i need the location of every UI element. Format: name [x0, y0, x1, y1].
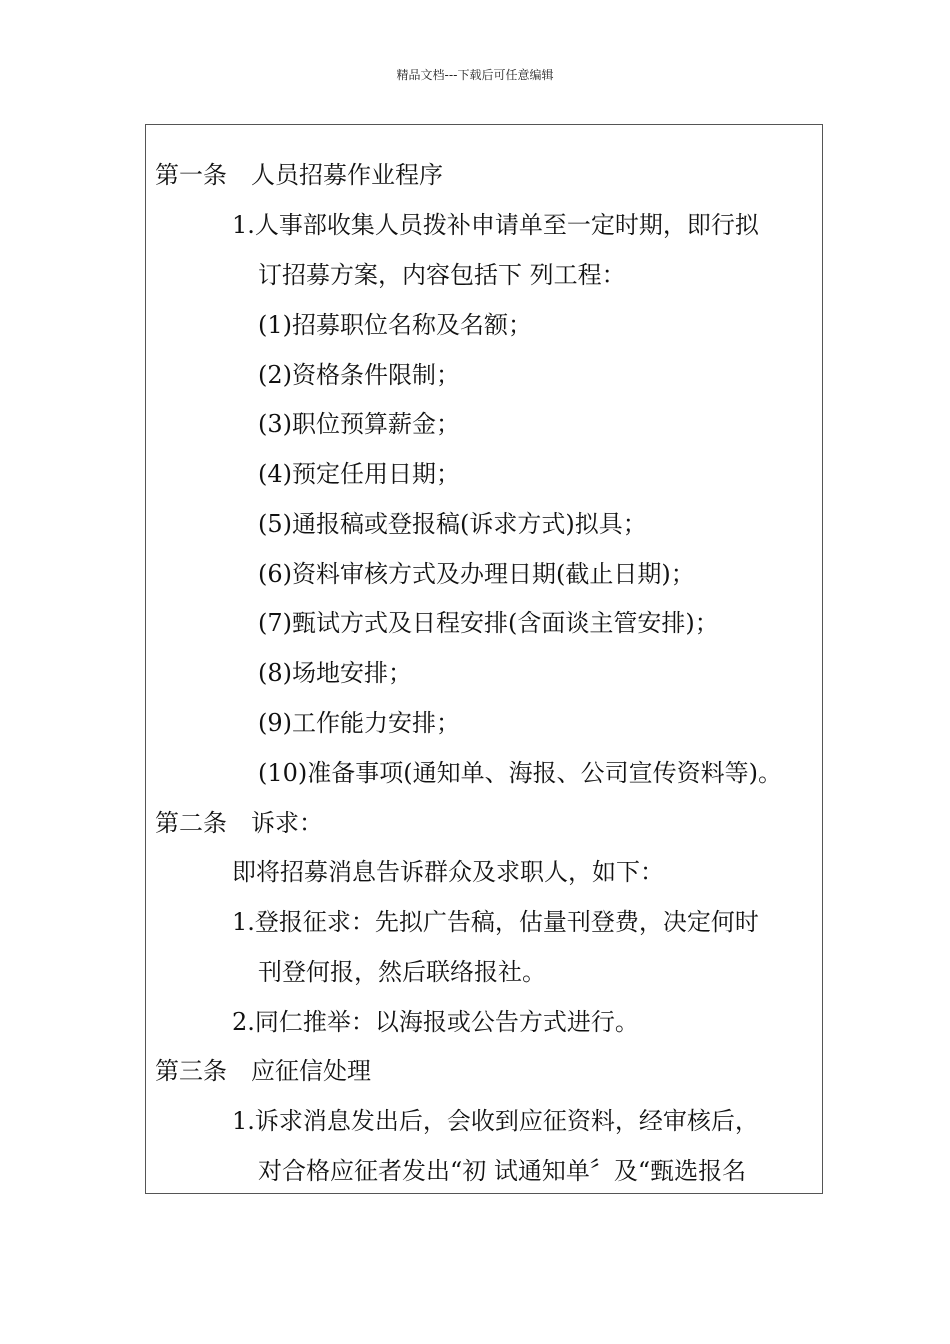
article-2-item-2: 2.同仁推举：以海报或公告方式进行。: [232, 1008, 639, 1036]
article-1-item-1: 1.人事部收集人员拨补申请单至一定时期，即行拟: [232, 211, 759, 239]
article-1-subitem-9: (9)工作能力安排；: [258, 709, 460, 737]
article-3-item-1-continued: 对合格应征者发出“初 试通知单〞及“甄选报名: [258, 1157, 747, 1185]
article-1-item-1-continued: 订招募方案，内容包括下 列工程：: [258, 261, 626, 289]
page-header-watermark: 精品文档---下载后可任意编辑: [396, 68, 554, 82]
article-2-heading: 第二条 诉求：: [155, 809, 323, 837]
article-2-item-1-continued: 刊登何报，然后联络报社。: [258, 958, 546, 986]
article-1-subitem-6: (6)资料审核方式及办理日期(截止日期)；: [258, 560, 695, 588]
article-1-subitem-2: (2)资格条件限制；: [258, 361, 460, 389]
article-1-subitem-1: (1)招募职位名称及名额；: [258, 311, 532, 339]
article-3-item-1: 1.诉求消息发出后，会收到应征资料，经审核后，: [232, 1107, 759, 1135]
article-1-subitem-8: (8)场地安排；: [258, 659, 412, 687]
article-1-heading: 第一条 人员招募作业程序: [155, 161, 443, 189]
article-1-subitem-5: (5)通报稿或登报稿(诉求方式)拟具；: [258, 510, 647, 538]
article-2-intro: 即将招募消息告诉群众及求职人，如下：: [232, 858, 664, 886]
article-2-item-1: 1.登报征求：先拟广告稿，估量刊登费，决定何时: [232, 908, 759, 936]
article-1-subitem-7: (7)甄试方式及日程安排(含面谈主管安排)；: [258, 609, 719, 637]
article-1-subitem-10: (10)准备事项(通知单、海报、公司宣传资料等)。: [258, 759, 782, 787]
article-3-heading: 第三条 应征信处理: [155, 1057, 371, 1085]
article-1-subitem-3: (3)职位预算薪金；: [258, 410, 460, 438]
article-1-subitem-4: (4)预定任用日期；: [258, 460, 460, 488]
